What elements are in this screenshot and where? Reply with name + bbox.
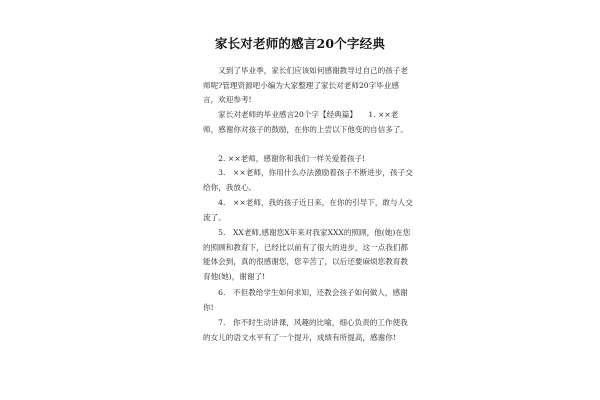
item-3-paragraph: 3. ××老师，你用什么办法激励着孩子不断进步，孩子交给你，我放心。 — [203, 168, 413, 192]
item-4-paragraph: 4. ××老师，我的孩子近日来，在你的引导下，敢与人交流了。 — [203, 198, 413, 222]
intro-paragraph: 又到了毕业季，家长们应该如何感谢教导过自己的孩子老师呢?管理资源吧小编为大家整理了家长对老师20字毕业感言，欢迎参考! — [203, 66, 409, 104]
item-5-paragraph: 5. XX老师,感谢您X年来对我家XXX的照顾，他(她)在您的照顾和教育下，已经比以前有了很大的进步，这一点我们都能体会到，真的很感谢您，您辛苦了，以后还要麻烦您教育教育他(她)，谢谢了! — [203, 228, 411, 281]
document-title: 家长对老师的感言20个字经典 — [214, 36, 386, 51]
section-heading-paragraph: 家长对老师的毕业感言20个字【经典篇】 1. ××老师，感谢你对孩子的鼓励，在你的上尝以下他变的自信多了。 — [203, 110, 409, 134]
item-7-paragraph: 7. 你不时生动讲课，风趣的比喻，细心负责的工作使我的女儿的语文水平有了一个提升，成绩有所提高，感谢你! — [203, 318, 408, 342]
item-6-paragraph: 6. 不但教给学生如何求知，还教会孩子如何做人，感谢你! — [203, 288, 408, 312]
item-2-paragraph: 2. ××老师，感谢你和我们一样关爱着孩子! — [203, 154, 366, 163]
